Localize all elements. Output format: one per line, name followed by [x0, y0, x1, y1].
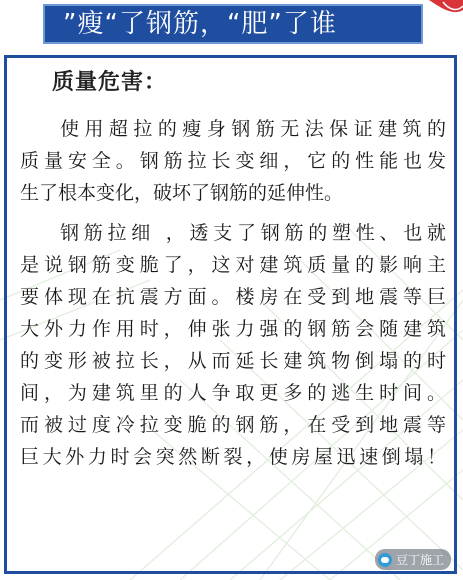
text-line: 大外力作用时，伸张力强的钢筋会随建筑 [20, 318, 446, 340]
text-line: 巨大外力时会突然断裂，使房屋迅速倒塌！ [20, 446, 446, 468]
watermark-text: 豆丁施工 [395, 553, 444, 567]
text-line: 质量安全。钢筋拉长变细，它的性能也发 [20, 150, 446, 172]
text-line: 是说钢筋变脆了，这对建筑质量的影响主 [20, 254, 446, 276]
text-line: 钢筋拉细 ，透支了钢筋的塑性、也就 [60, 222, 446, 244]
chat-bubble-icon [378, 553, 392, 567]
text-line: 生了根本变化，破坏了钢筋的延伸性。 [20, 182, 344, 204]
text-line: 间，为建筑里的人争取更多的逃生时间。 [20, 382, 446, 404]
paragraph-2 [20, 217, 446, 473]
text-line: 而被过度冷拉变脆的钢筋，在受到地震等 [20, 414, 446, 436]
text-line: 的变形被拉长，从而延长建筑物倒塌的时 [20, 350, 446, 372]
section-heading: 质量危害： [52, 70, 168, 95]
source-watermark [375, 549, 451, 570]
paragraph-1 [20, 113, 446, 209]
text-line: 使用超拉的瘦身钢筋无法保证建筑的 [60, 118, 446, 140]
body-text [20, 113, 446, 473]
text-line: 要体现在抗震方面。楼房在受到地震等巨 [20, 286, 446, 308]
corner-decoration [423, 0, 463, 22]
page-title: ”瘦“了钢筋，“肥”了谁 [43, 4, 423, 44]
